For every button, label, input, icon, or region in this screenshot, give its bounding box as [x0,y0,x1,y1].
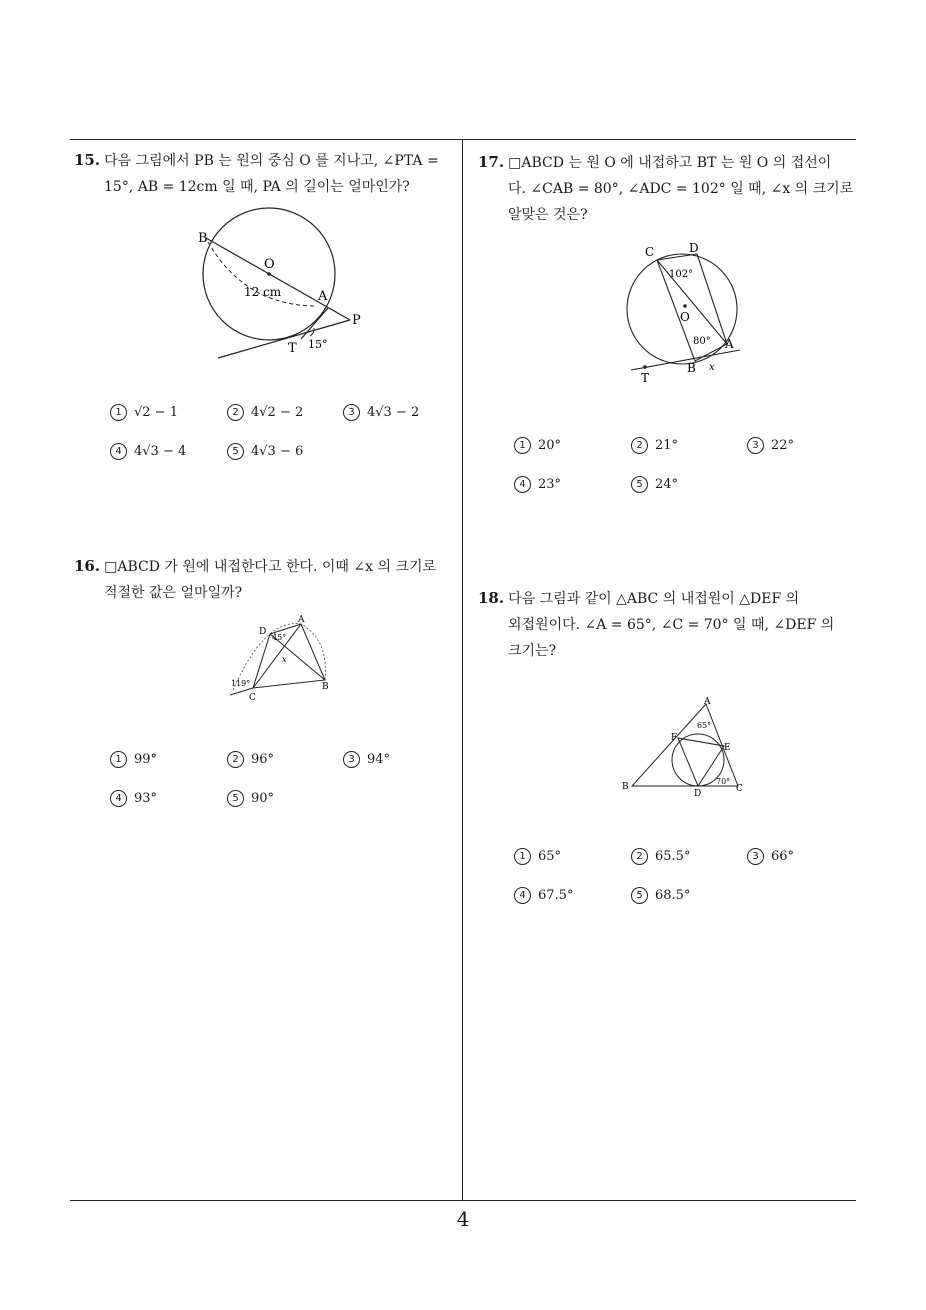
problem-text-line: 외접원이다. ∠A = 65°, ∠C = 70° 일 때, ∠DEF 의 [508,617,835,633]
problem-text-line: 다음 그림과 같이 △ABC 의 내접원이 △DEF 의 [508,591,800,607]
page-number: 4 [456,1207,470,1231]
problem-15 [74,147,458,200]
choice-5[interactable]: 5 4√3 − 6 [227,443,303,460]
choice-1[interactable]: 1 √2 − 1 [110,404,178,421]
choice-1[interactable]: 1 20° [514,437,561,454]
label-a: A [704,697,711,707]
label-d: D [694,789,702,798]
figure-17 [625,236,745,386]
label-angle-c: 70° [716,777,731,786]
figure-15 [190,200,370,360]
choice-2[interactable]: 2 65.5° [631,848,690,865]
problem-number: 18. [478,589,505,607]
label-x: x [709,362,715,373]
problem-17 [478,149,862,228]
label-b: B [322,682,329,692]
figure-18 [618,694,753,798]
label-a: A [298,615,305,625]
choice-3[interactable]: 3 22° [747,437,794,454]
choice-3[interactable]: 3 94° [343,751,390,768]
label-b: B [622,782,629,792]
label-x: x [282,655,287,664]
label-d: D [689,241,699,255]
problem-text-line: 크기는? [508,643,557,659]
label-d: D [259,627,267,637]
label-a: A [318,289,328,304]
choice-3[interactable]: 3 4√3 − 2 [343,404,419,421]
choice-4[interactable]: 4 93° [110,790,157,807]
label-length: 12 cm [244,285,282,299]
choice-5[interactable]: 5 90° [227,790,274,807]
choice-5[interactable]: 5 24° [631,476,678,493]
problem-text-line: 다. ∠CAB = 80°, ∠ADC = 102° 일 때, ∠x 의 크기로 [508,181,854,197]
label-angle-a: 80° [693,336,711,347]
problem-16 [74,553,458,606]
bottom-rule [70,1200,856,1201]
choice-2[interactable]: 2 4√2 − 2 [227,404,303,421]
choice-2[interactable]: 2 96° [227,751,274,768]
label-a: A [725,337,734,351]
label-c: C [645,245,655,259]
choice-4[interactable]: 4 23° [514,476,561,493]
label-b: B [687,361,696,375]
label-p: P [352,313,361,328]
problem-text-line: □ABCD 가 원에 내접한다고 한다. 이때 ∠x 의 크기로 [104,559,436,575]
top-rule [70,139,856,140]
choice-2[interactable]: 2 21° [631,437,678,454]
figure-16 [225,612,340,704]
label-f: F [671,733,678,743]
choice-4[interactable]: 4 67.5° [514,887,573,904]
column-divider [462,139,463,1201]
choice-3[interactable]: 3 66° [747,848,794,865]
label-e: E [724,743,731,753]
problem-text-line: 알맞은 것은? [508,207,588,223]
choice-4[interactable]: 4 4√3 − 4 [110,443,186,460]
label-t: T [288,341,297,356]
problem-text-line: □ABCD 는 원 O 에 내접하고 BT 는 원 O 의 접선이 [508,155,832,171]
problem-18 [478,585,862,664]
label-angle: 15° [308,338,328,351]
choice-1[interactable]: 1 99° [110,751,157,768]
label-angle-c: 119° [231,679,251,688]
problem-number: 16. [74,557,101,575]
label-angle-d: 45° [272,633,287,642]
choice-1[interactable]: 1 65° [514,848,561,865]
label-b: B [198,231,208,246]
label-t: T [641,371,650,385]
problem-text-line: 적절한 값은 얼마일까? [104,585,243,601]
label-o: O [680,310,690,324]
problem-text-line: 15°, AB = 12cm 일 때, PA 의 길이는 얼마인가? [104,179,410,195]
problem-text-line: 다음 그림에서 PB 는 원의 중심 O 를 지나고, ∠PTA = [104,153,439,169]
label-o: O [264,257,275,272]
choice-5[interactable]: 5 68.5° [631,887,690,904]
label-c: C [249,693,256,703]
problem-number: 15. [74,151,101,169]
label-angle-d: 102° [669,269,694,280]
problem-number: 17. [478,153,505,171]
label-angle-a: 65° [697,721,712,730]
label-c: C [736,784,743,794]
